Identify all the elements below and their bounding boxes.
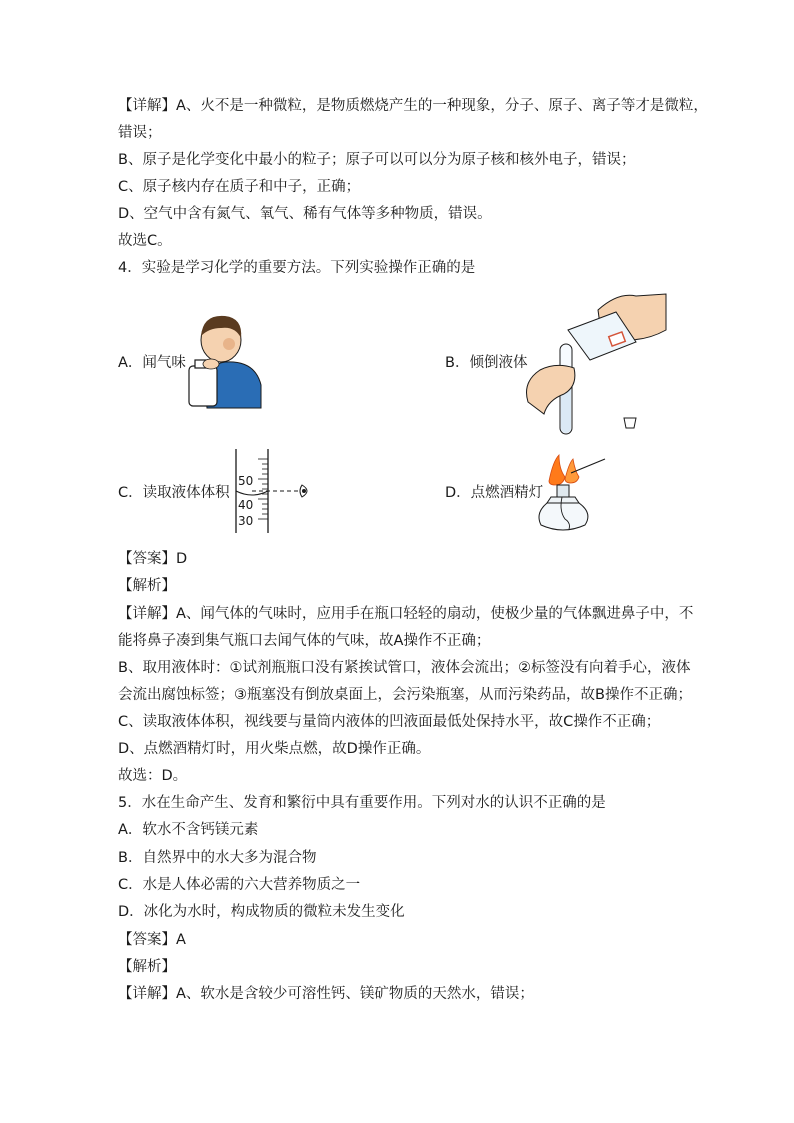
q5-option-d: D．冰化为水时，构成物质的微粒未发生变化 [118,904,405,920]
q4-answer: 【答案】D [118,551,188,567]
q3-detail-line-5: D、空气中含有氮气、氧气、稀有气体等多种物质，错误。 [118,206,492,222]
cylinder-label-30: 30 [238,514,254,528]
q5-detail-line-1: 【详解】A、软水是含较少可溶性钙、镁矿物质的天然水，错误； [118,986,534,1002]
q4-detail-line-1: 【详解】A、闻气体的气味时，应用手在瓶口轻轻的扇动，使极少量的气体飘进鼻子中，不 [118,606,694,622]
alcohol-lamp-figure [535,453,615,535]
q3-detail-line-6: 故选C。 [118,233,172,249]
q3-detail-line-1: 【详解】A、火不是一种微粒，是物质燃烧产生的一种现象，分子、原子、离子等才是微粒， [118,98,708,114]
cylinder-label-50: 50 [238,474,254,488]
q4-option-a: A．闻气味 [118,355,186,371]
graduated-cylinder-figure [228,447,318,537]
q4-detail-line-6: D、点燃酒精灯时，用火柴点燃，故D操作正确。 [118,741,431,757]
q4-detail-line-7: 故选：D。 [118,768,188,784]
pouring-liquid-figure [518,290,668,440]
q5-answer: 【答案】A [118,932,186,948]
q3-detail-line-4: C、原子核内存在质子和中子，正确； [118,179,361,195]
q5-option-a: A．软水不含钙镁元素 [118,822,259,838]
q5-stem: 5．水在生命产生、发育和繁衍中具有重要作用。下列对水的认识不正确的是 [118,795,606,811]
q4-option-b: B．倾倒液体 [445,355,528,371]
q5-option-c: C．水是人体必需的六大营养物质之一 [118,877,361,893]
q4-stem: 4．实验是学习化学的重要方法。下列实验操作正确的是 [118,260,476,276]
q4-detail-line-5: C、读取液体体积，视线要与量筒内液体的凹液面最低处保持水平，故C操作不正确； [118,714,661,730]
q4-analysis-title: 【解析】 [118,578,176,594]
q4-option-d: D．点燃酒精灯 [445,485,544,501]
q4-detail-line-4: 会流出腐蚀标签；③瓶塞没有倒放桌面上，会污染瓶塞，从而污染药品，故B操作不正确； [118,687,692,703]
cylinder-label-40: 40 [238,498,254,512]
smelling-gas-figure [185,310,265,410]
q5-option-b: B．自然界中的水大多为混合物 [118,850,317,866]
q4-detail-line-3: B、取用液体时：①试剂瓶瓶口没有紧挨试管口，液体会流出；②标签没有向着手心，液体 [118,660,691,676]
q5-analysis-title: 【解析】 [118,959,176,975]
q3-detail-line-2: 错误； [118,125,162,141]
q3-detail-line-3: B、原子是化学变化中最小的粒子；原子可以可以分为原子核和核外电子，错误； [118,152,636,168]
q4-option-c: C．读取液体体积 [118,485,230,501]
q4-detail-line-2: 能将鼻子凑到集气瓶口去闻气体的气味，故A操作不正确； [118,633,491,649]
